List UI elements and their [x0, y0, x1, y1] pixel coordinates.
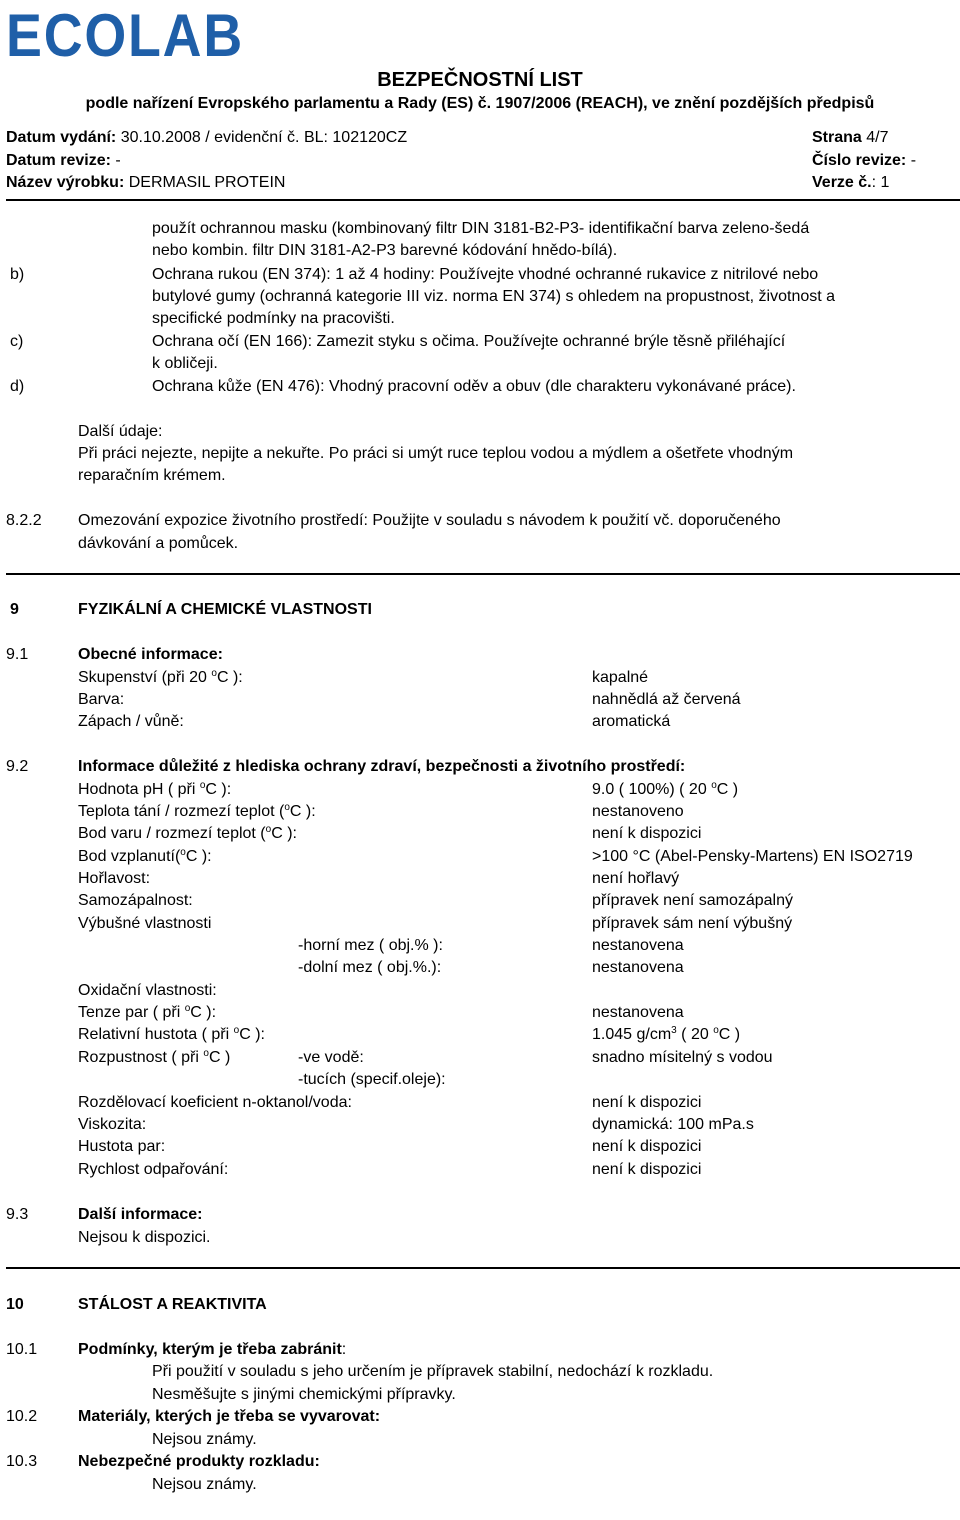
boiling-point-label: Bod varu / rozmezí teplot ($^o$C ): [78, 824, 297, 842]
flash-point-label: Bod vzplanutí($^o$C ): [78, 847, 212, 865]
skin-protection-line: Ochrana kůže (EN 476): Vhodný pracovní oděv a obuv (dle charakteru vykonávané práce). [152, 378, 796, 395]
ph-label: Hodnota pH ( při $^o$C ): [78, 780, 232, 798]
list-marker-c: c) [10, 333, 24, 350]
section-10-1-title: Podmínky, kterým je třeba zabránit: [78, 1341, 347, 1358]
hand-protection-line1: Ochrana rukou (EN 374): 1 až 4 hodiny: Používejte vhodné ochranné rukavice z nitrilové nebo [152, 266, 819, 283]
respiratory-protection-cont-2: nebo kombin. filtr DIN 3181-A2-P3 barevné kódování hnědo-bílá). [152, 242, 618, 259]
section-9-3-title: Další informace: [78, 1206, 203, 1223]
viscosity-label: Viskozita: [78, 1116, 147, 1133]
section-9-title: FYZIKÁLNÍ A CHEMICKÉ VLASTNOSTI [78, 601, 372, 618]
density-value: 1.045 $g/cm^3$ ( 20 $^o$C ) [592, 1025, 741, 1043]
hand-protection-line3: specifické podmínky na pracovišti. [152, 310, 395, 327]
document-subtitle: podle nařízení Evropského parlamentu a Rady (ES) č. 1907/2006 (REACH), ve znění pozdějších předpisů [85, 95, 875, 112]
section-9-1-title: Obecné informace: [78, 646, 223, 663]
section-10-1-line2: Nesměšujte s jinými chemickými přípravky. [152, 1386, 456, 1403]
page-number: Strana 4/7 [812, 129, 889, 146]
section-10-2-title: Materiály, kterých je třeba se vyvarovat: [78, 1408, 381, 1425]
header-divider [6, 199, 960, 201]
explosive-label: Výbušné vlastnosti [78, 915, 212, 932]
section-8-2-2-number: 8.2.2 [6, 512, 42, 529]
section-9-1-number: 9.1 [6, 646, 29, 663]
explosive-value: přípravek sám není výbušný [592, 915, 793, 932]
color-value: nahnědlá až červená [592, 691, 741, 708]
section-divider-9 [6, 573, 960, 575]
section-10-1-line1: Při použití v souladu s jeho určením je přípravek stabilní, nedochází k rozkladu. [152, 1363, 714, 1380]
vapor-density-value: není k dispozici [592, 1138, 702, 1155]
section-9-2-title: Informace důležité z hlediska ochrany zdraví, bezpečnosti a životního prostředí: [78, 758, 686, 775]
section-10-3-title: Nebezpečné produkty rozkladu: [78, 1453, 320, 1470]
section-10-3-number: 10.3 [6, 1453, 38, 1470]
section-10-2-text: Nejsou známy. [152, 1431, 257, 1448]
state-value: kapalné [592, 669, 649, 686]
document-title: BEZPEČNOSTNÍ LIST [377, 69, 583, 91]
flammability-label: Hořlavost: [78, 870, 151, 887]
evaporation-rate-value: není k dispozici [592, 1161, 702, 1178]
odor-label: Zápach / vůně: [78, 713, 184, 730]
lower-limit-value: nestanovena [592, 959, 684, 976]
water-solubility-label: -ve vodě: [298, 1049, 364, 1066]
section-10-number: 10 [6, 1296, 24, 1313]
section-8-2-2-line1: Omezování expozice životního prostředí: Použijte v souladu s návodem k použití vč. doporučeného [78, 512, 781, 529]
solubility-label: Rozpustnost ( při $^o$C ) [78, 1048, 231, 1066]
ecolab-logo [6, 6, 248, 62]
odor-value: aromatická [592, 713, 671, 730]
revision-date-line: Datum revize: - [6, 152, 121, 169]
svg-text:ECOLAB: ECOLAB [6, 6, 244, 62]
vapor-pressure-label: Tenze par ( při $^o$C ): [78, 1003, 217, 1021]
partition-coefficient-value: není k dispozici [592, 1094, 702, 1111]
vapor-density-label: Hustota par: [78, 1138, 166, 1155]
section-9-number: 9 [10, 601, 19, 618]
section-10-1-number: 10.1 [6, 1341, 38, 1358]
self-ignition-label: Samozápalnost: [78, 892, 193, 909]
lower-limit-label: -dolní mez ( obj.%.): [298, 959, 442, 976]
list-marker-b: b) [10, 266, 25, 283]
flammability-value: není hořlavý [592, 870, 680, 887]
section-divider-10 [6, 1267, 960, 1269]
water-solubility-value: snadno mísitelný s vodou [592, 1049, 773, 1066]
section-8-2-2-line2: dávkování a pomůcek. [78, 535, 239, 552]
melting-point-label: Teplota tání / rozmezí teplot ($^o$C ): [78, 802, 316, 820]
eye-protection-line2: k obličeji. [152, 355, 218, 372]
evaporation-rate-label: Rychlost odpařování: [78, 1161, 229, 1178]
product-name-line: Název výrobku: DERMASIL PROTEIN [6, 174, 286, 191]
eye-protection-line1: Ochrana očí (EN 166): Zamezit styku s očima. Používejte ochranné brýle těsně přiléhající [152, 333, 786, 350]
vapor-pressure-value: nestanovena [592, 1004, 684, 1021]
section-10-2-number: 10.2 [6, 1408, 38, 1425]
oxidizing-label: Oxidační vlastnosti: [78, 982, 217, 999]
section-10-3-text: Nejsou známy. [152, 1476, 257, 1493]
upper-limit-label: -horní mez ( obj.% ): [298, 937, 443, 954]
upper-limit-value: nestanovena [592, 937, 684, 954]
respiratory-protection-cont: použít ochrannou masku (kombinovaný filtr DIN 3181-B2-P3- identifikační barva zeleno-šedá [152, 220, 810, 237]
ph-value: 9.0 ( 100%) ( 20 $^o$C ) [592, 780, 739, 798]
fat-solubility-label: -tucích (specif.oleje): [298, 1071, 446, 1088]
melting-point-value: nestanoveno [592, 803, 684, 820]
section-9-3-text: Nejsou k dispozici. [78, 1229, 211, 1246]
issue-line: Datum vydání: 30.10.2008 / evidenční č. BL: 102120CZ [6, 129, 408, 146]
color-label: Barva: [78, 691, 125, 708]
boiling-point-value: není k dispozici [592, 825, 702, 842]
revision-number: Číslo revize: - [812, 152, 917, 169]
self-ignition-value: přípravek není samozápalný [592, 892, 793, 909]
partition-coefficient-label: Rozdělovací koeficient n-oktanol/voda: [78, 1094, 352, 1111]
state-label: Skupenství (při 20 $^o$C ): [78, 668, 243, 686]
section-9-3-number: 9.3 [6, 1206, 29, 1223]
version-number: Verze č.: 1 [812, 174, 890, 191]
viscosity-value: dynamická: 100 mPa.s [592, 1116, 754, 1133]
further-info-title: Další údaje: [78, 423, 163, 440]
section-10-title: STÁLOST A REAKTIVITA [78, 1296, 267, 1313]
section-9-2-number: 9.2 [6, 758, 29, 775]
further-info-line1: Při práci nejezte, nepijte a nekuřte. Po práci si umýt ruce teplou vodou a mýdlem a ošetřete vhodným [78, 445, 794, 462]
further-info-line2: reparačním krémem. [78, 467, 226, 484]
density-label: Relativní hustota ( při $^o$C ): [78, 1025, 265, 1043]
hand-protection-line2: butylové gumy (ochranná kategorie III viz. norma EN 374) s ohledem na propustnost, životnost a [152, 288, 836, 305]
flash-point-value: >100 °C (Abel-Pensky-Martens) EN ISO2719 [592, 848, 913, 865]
list-marker-d: d) [10, 378, 25, 395]
